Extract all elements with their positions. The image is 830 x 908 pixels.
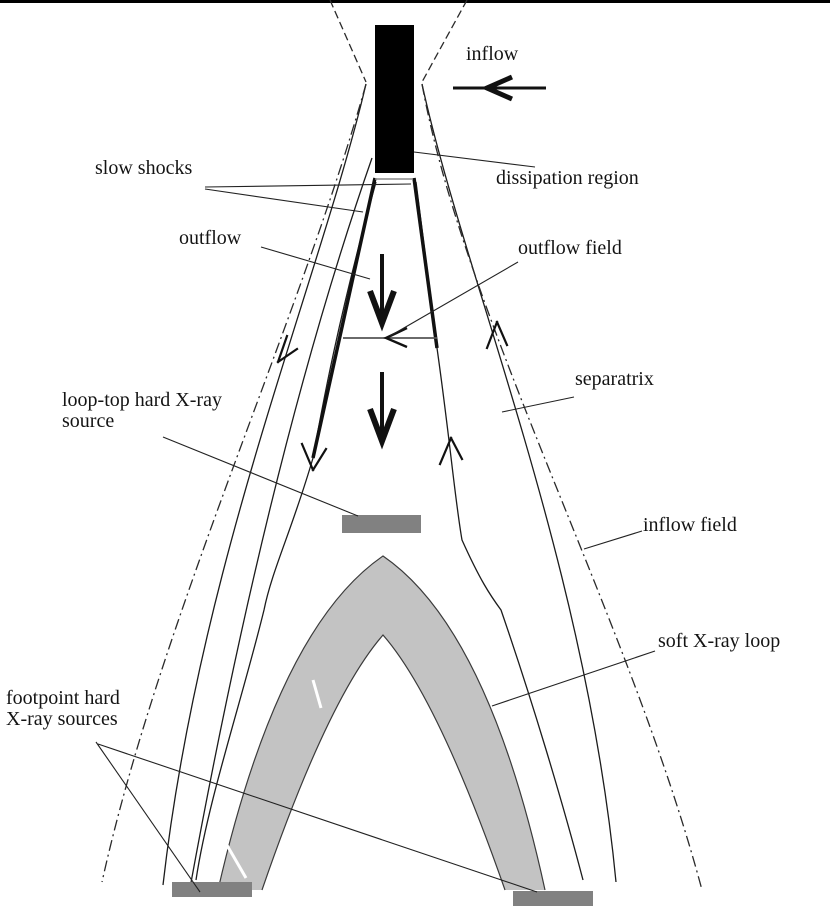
loop-top-hard-xray-source-shape <box>342 515 421 533</box>
label-footpoint-sources-line1: footpoint hard <box>6 687 120 709</box>
label-loop-top-source <box>62 390 222 432</box>
slow-shocks-pointer-right <box>205 184 411 187</box>
inflow-boundary-right-top <box>422 0 467 82</box>
slow-shock-right <box>414 178 437 348</box>
outflow-arrow-lower <box>370 372 394 441</box>
loop-top-source-pointer <box>163 437 358 516</box>
slow-shocks-pointer-left <box>205 189 363 212</box>
outflow-pointer <box>261 247 370 279</box>
top-border-line <box>0 0 830 3</box>
separatrix-left <box>102 84 366 882</box>
label-loop-top-source-line1: loop-top hard X-ray <box>62 389 222 411</box>
inflow-boundary-left-top <box>330 0 366 82</box>
inflow-field-pointer <box>584 531 642 549</box>
outflow-arrow-upper <box>370 254 394 323</box>
footpoint-pointer-left <box>96 742 200 892</box>
slow-shock-left <box>313 178 375 458</box>
inflow-field-line-right-outer <box>422 84 616 882</box>
label-loop-top-source-line2: source <box>62 410 115 432</box>
label-footpoint-sources-line2: X-ray sources <box>6 708 118 730</box>
dissipation-region-shape <box>375 25 414 173</box>
dissipation-region-pointer <box>414 152 535 167</box>
label-dissipation-region: dissipation region <box>496 167 639 189</box>
label-separatrix: separatrix <box>575 368 654 390</box>
label-slow-shocks: slow shocks <box>95 157 193 179</box>
label-inflow-field: inflow field <box>643 514 737 536</box>
inflow-arrow <box>453 77 546 99</box>
soft-xray-loop-pointer <box>492 651 655 706</box>
label-inflow: inflow <box>466 43 519 65</box>
footpoint-xray-source-left-shape <box>172 882 252 897</box>
label-outflow: outflow <box>179 227 242 249</box>
label-footpoint-sources <box>6 688 120 730</box>
label-outflow-field: outflow field <box>518 237 622 259</box>
footpoint-xray-source-right-shape <box>513 891 593 906</box>
outflow-field-arrow <box>343 328 437 347</box>
label-soft-xray-loop: soft X-ray loop <box>658 630 781 652</box>
